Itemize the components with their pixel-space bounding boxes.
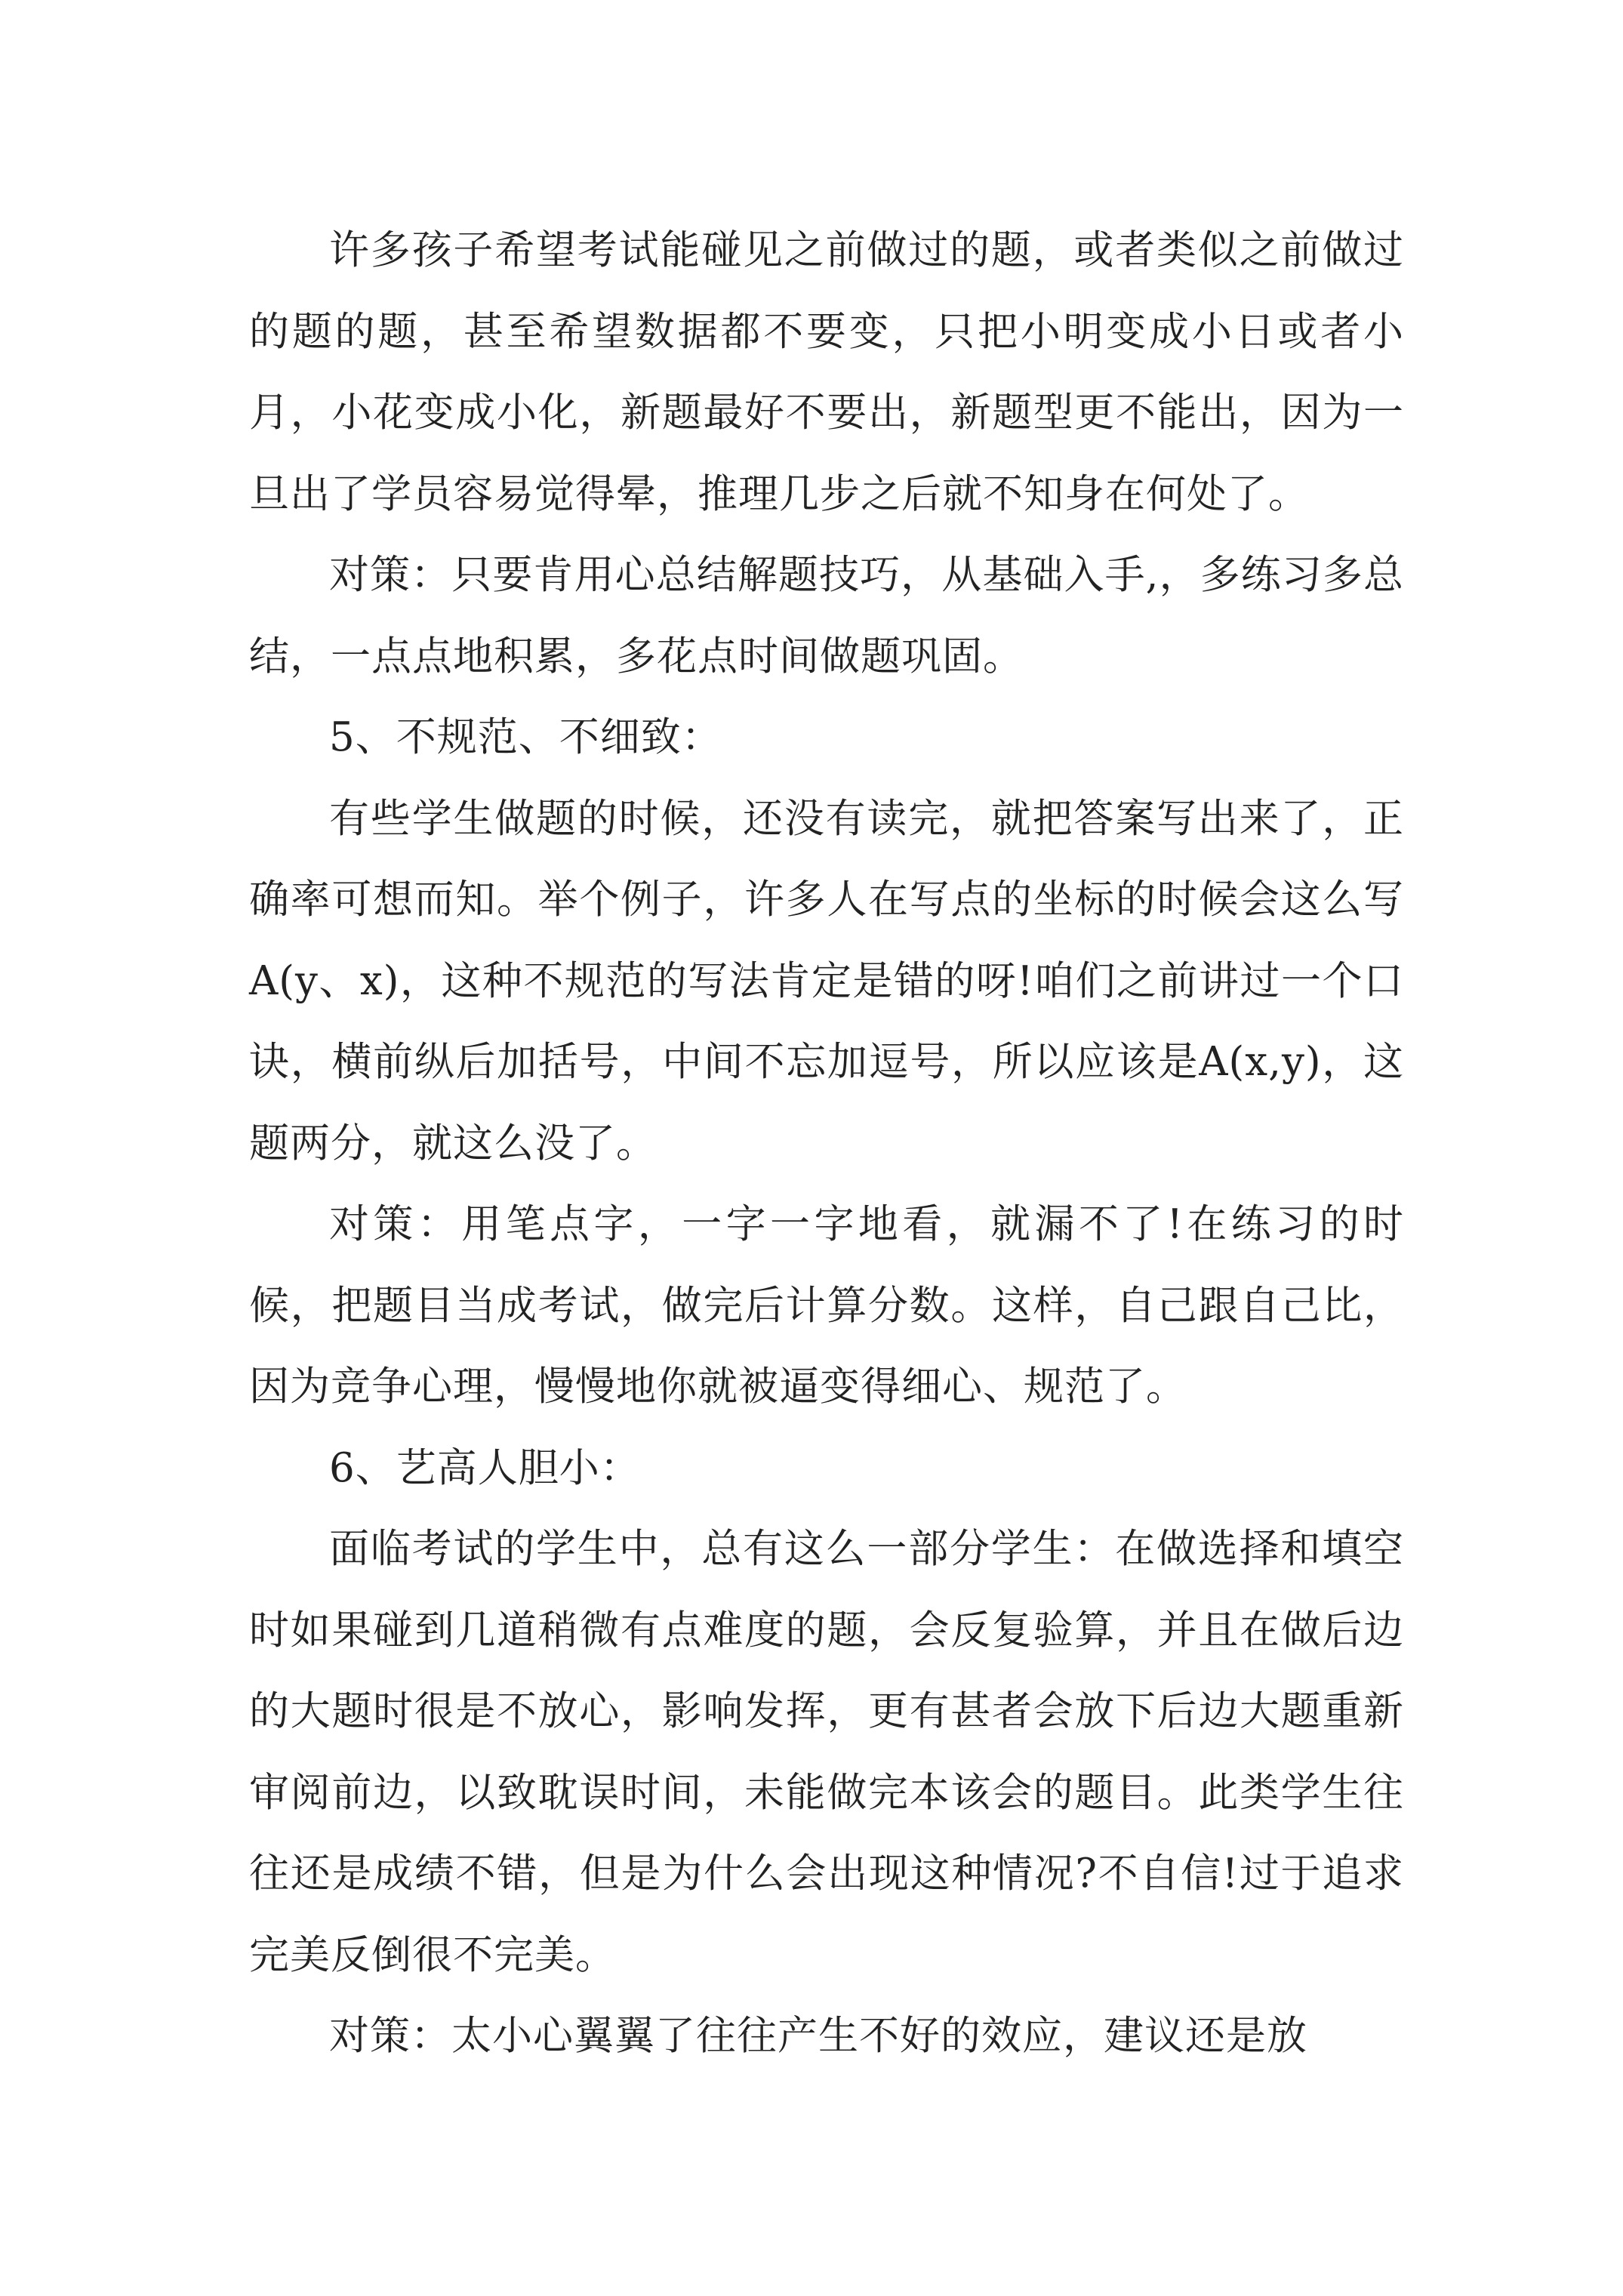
paragraph-careless-example: 有些学生做题的时候，还没有读完，就把答案写出来了，正确率可想而知。举个例子，许多人在写点的坐标的时候会这么写A(y、x)，这种不规范的写法肯定是错的呀!咱们之前讲过一个口诀，横前纵后加括号，中间不忘加逗号，所以应该是A(x,y)，这题两分，就这么没了。 [249, 795, 1404, 1166]
paragraph-overcautious-students: 面临考试的学生中，总有这么一部分学生：在做选择和填空时如果碰到几道稍微有点难度的题，会反复验算，并且在做后边的大题时很是不放心，影响发挥，更有甚者会放下后边大题重新审阅前边，以致耽误时间，未能做完本该会的题目。此类学生往往还是成绩不错，但是为什么会出现这种情况?不自信!过于追求完美反倒很不完美。 [249, 1526, 1404, 1978]
paragraph-exam-familiar-questions: 许多孩子希望考试能碰见之前做过的题，或者类似之前做过的题的题，甚至希望数据都不要变，只把小明变成小日或者小月，小花变成小化，新题最好不要出，新题型更不能出，因为一旦出了学员容易觉得晕，推理几步之后就不知身在何处了。 [249, 227, 1404, 517]
document-body [249, 210, 1404, 2077]
section-heading-6: 6、艺高人胆小： [329, 1444, 641, 1491]
paragraph-strategy-relax: 对策：太小心翼翼了往往产生不好的效应，建议还是放 [329, 2013, 1307, 2059]
paragraph-strategy-read-carefully: 对策：用笔点字，一字一字地看，就漏不了!在练习的时候，把题目当成考试，做完后计算分数。这样，自己跟自己比，因为竞争心理，慢慢地你就被逼变得细心、规范了。 [249, 1201, 1404, 1410]
section-heading-5: 5、不规范、不细致： [329, 714, 722, 760]
paragraph-strategy-summarize-skills: 对策：只要肯用心总结解题技巧，从基础入手,，多练习多总结，一点点地积累，多花点时间做题巩固。 [249, 552, 1404, 680]
